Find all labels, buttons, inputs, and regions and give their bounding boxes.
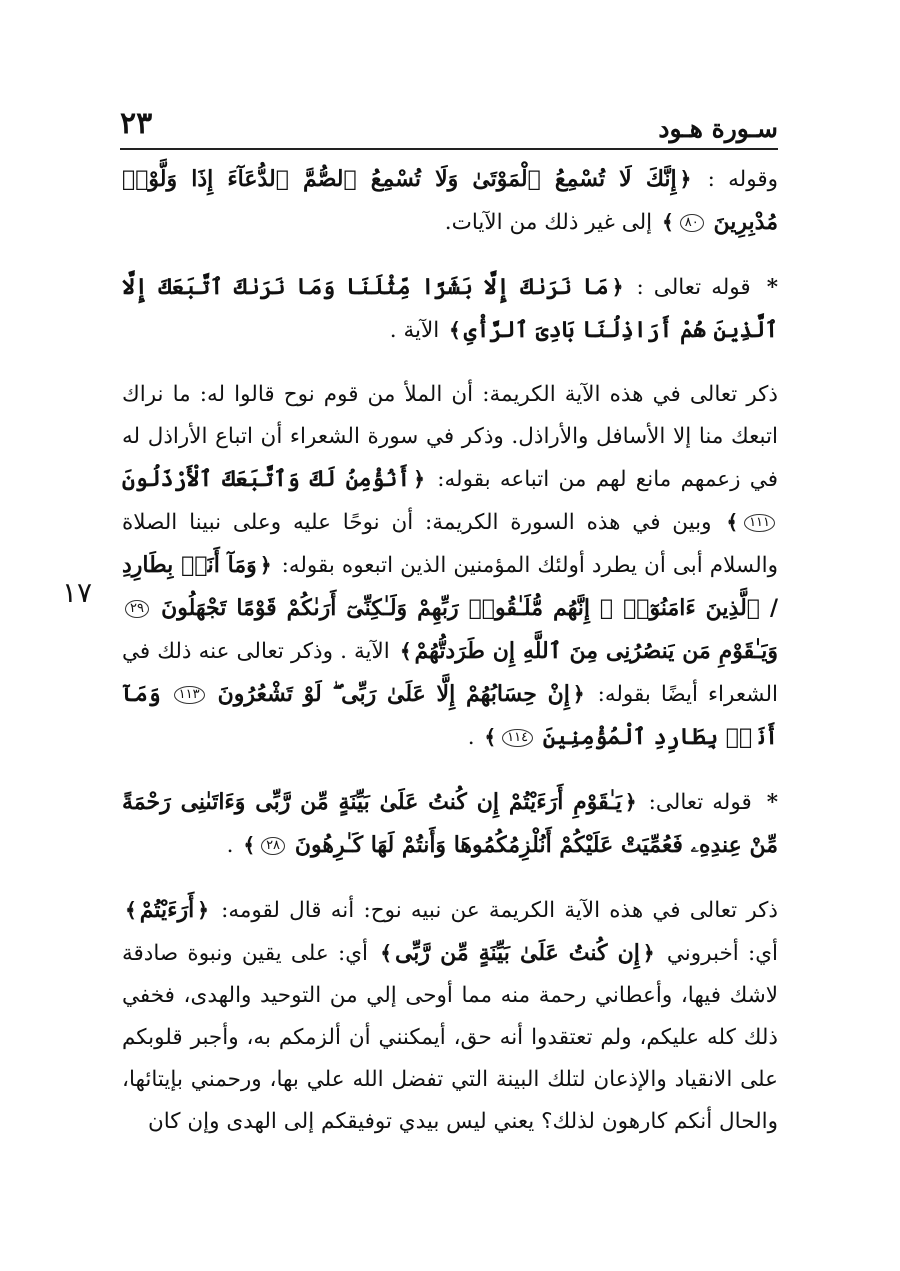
ayah-number-marker: ١١١	[744, 514, 775, 532]
body-text: أي: أخبروني	[666, 941, 778, 966]
body-text: وبين في هذه السورة الكريمة: أن نوحًا عليه وعلى نبينا الصلاة والسلام أبى أن يطرد أولئك المؤمنين الذين اتبعوه بقوله:	[122, 510, 779, 578]
body-text: ذكر تعالى في هذه الآية الكريمة: أن الملأ من قوم نوح قالوا له: ما نراك اتبعك منا إلا الأسافل والأراذل. وذكر في سورة الشعراء أن اتباع الأراذل له في زعمهم مانع لهم من اتباعه بقوله:	[122, 382, 778, 492]
quran-verse: إِن كُنتُ عَلَىٰ بَيِّنَةٍ مِّن رَّبِّى	[394, 940, 640, 966]
bracket-close: ﴾	[662, 210, 674, 234]
page-number: ٢٣	[120, 106, 153, 141]
body-text: ذكر تعالى في هذه الآية الكريمة عن نبيه نوح: أنه قال لقومه:	[221, 898, 778, 923]
quran-verse: إِنَّكَ لَا تُسْمِعُ ٱلْمَوْتَىٰ وَلَا تُسْمِعُ ٱلصُّمَّ ٱلدُّعَآءَ إِذَا وَلَّوْا۟ مُدْبِرِينَ	[122, 166, 778, 235]
body-text: وذكر تعالى عنه ذلك في الشعراء أيضًا بقوله:	[122, 639, 778, 707]
body-text: .	[467, 725, 475, 750]
margin-page-reference: ١٧	[62, 576, 93, 609]
paragraph-5	[122, 889, 778, 1143]
header-rule	[120, 148, 778, 150]
paragraph-1	[122, 158, 778, 244]
bracket-open: ﴿	[413, 467, 425, 491]
bracket-close: ﴾	[243, 833, 256, 857]
body-text: الآية .	[340, 639, 390, 664]
quran-verse: وَيَـٰقَوْمِ مَن يَنصُرُنِى مِنَ ٱللَّهِ إِن طَرَدتُّهُمْ	[414, 638, 778, 664]
paragraph-3	[122, 374, 778, 759]
bracket-open: ﴿	[642, 941, 655, 965]
section-star: *	[766, 275, 778, 300]
intro-text: قوله تعالى :	[636, 275, 751, 300]
bracket-close: ﴾	[125, 898, 137, 922]
bracket-close: ﴾	[380, 941, 392, 965]
intro-text: قوله تعالى:	[648, 790, 752, 815]
ayah-number-marker: ٨٠	[680, 214, 704, 232]
bracket-close: ﴾	[399, 639, 412, 663]
quran-verse: إِنْ حِسَابُهُمْ إِلَّا عَلَىٰ رَبِّى ۖ لَوْ تَشْعُرُونَ	[217, 681, 570, 707]
ayah-number-marker: ٢٨	[261, 837, 285, 855]
ayah-number-marker: ١١٣	[174, 686, 205, 704]
paragraph-2	[122, 266, 778, 352]
quran-verse: أَرَءَيْتُمْ	[139, 897, 195, 923]
ayah-number-marker: ١١٤	[502, 729, 533, 747]
body-text: إلى غير ذلك من الآيات.	[444, 210, 653, 235]
body-text: أي: على يقين ونبوة صادقة لاشك فيها، وأعطاني رحمة منه مما أوحى إلي من التوحيد والهدى، فخفي ذلك كله عليكم، ولم تعتقدوا أنه حق، أيمكنني أن ألزمكم به، وأجبر قلوبكم على الانقياد والإذعان لتلك البينة التي تفضل الله علي بها، ورحمني بإيتائها، والحال أنكم كارهون لذلك؟ يعني ليس بيدي توفيقكم إلى الهدى وإن كان	[122, 941, 778, 1134]
quran-verse: أَنُؤْمِنُ لَكَ وَٱتَّبَعَكَ ٱلْأَرْذَلُونَ	[122, 466, 411, 492]
quran-verse: مَا نَرَىٰكَ إِلَّا بَشَرًا مِّثْلَنَا وَمَا نَرَىٰكَ ٱتَّبَعَكَ إِلَّا ٱلَّذِينَ هُمْ أَرَاذِلُنَا بَادِىَ ٱلرَّأْىِ	[122, 274, 778, 343]
quran-verse: يَـٰقَوْمِ أَرَءَيْتُمْ إِن كُنتُ عَلَىٰ بَيِّنَةٍ مِّن رَّبِّى وَءَاتَىٰنِى رَحْمَةً مِّنْ عِندِهِۦ فَعُمِّيَتْ عَلَيْكُمْ أَنُلْزِمُكُمُوهَا وَأَنتُمْ لَهَا كَـٰرِهُونَ	[122, 789, 778, 858]
section-star: *	[766, 790, 779, 815]
body-text: .	[226, 833, 234, 858]
page-body	[122, 158, 778, 1143]
quran-verse: وَمَآ أَنَا۠ بِطَارِدِ / ٱلَّذِينَ ءَامَنُوٓا۟ ۚ إِنَّهُم مُّلَـٰقُوا۟ رَبِّهِمْ وَلَـٰكِنِّىٓ أَرَىٰكُمْ قَوْمًا تَجْهَلُونَ	[122, 552, 778, 621]
bracket-open: ﴿	[611, 275, 624, 299]
bracket-open: ﴿	[197, 898, 209, 922]
bracket-open: ﴿	[679, 167, 692, 191]
bracket-close: ﴾	[449, 318, 461, 342]
quran-verse: وَمَآ أَنَا۠ بِطَارِدِ ٱلْمُؤْمِنِينَ	[122, 681, 778, 750]
surah-title: سـورة هـود	[658, 114, 778, 143]
page-header	[120, 104, 778, 148]
paragraph-4	[122, 781, 778, 867]
bracket-open: ﴿	[624, 790, 637, 814]
bracket-close: ﴾	[484, 725, 497, 749]
bracket-open: ﴿	[259, 553, 272, 577]
bracket-close: ﴾	[726, 510, 739, 534]
intro-text: وقوله :	[707, 167, 778, 192]
bracket-open: ﴿	[572, 682, 585, 706]
body-text: الآية .	[389, 318, 440, 343]
ayah-number-marker: ٢٩	[125, 600, 149, 618]
